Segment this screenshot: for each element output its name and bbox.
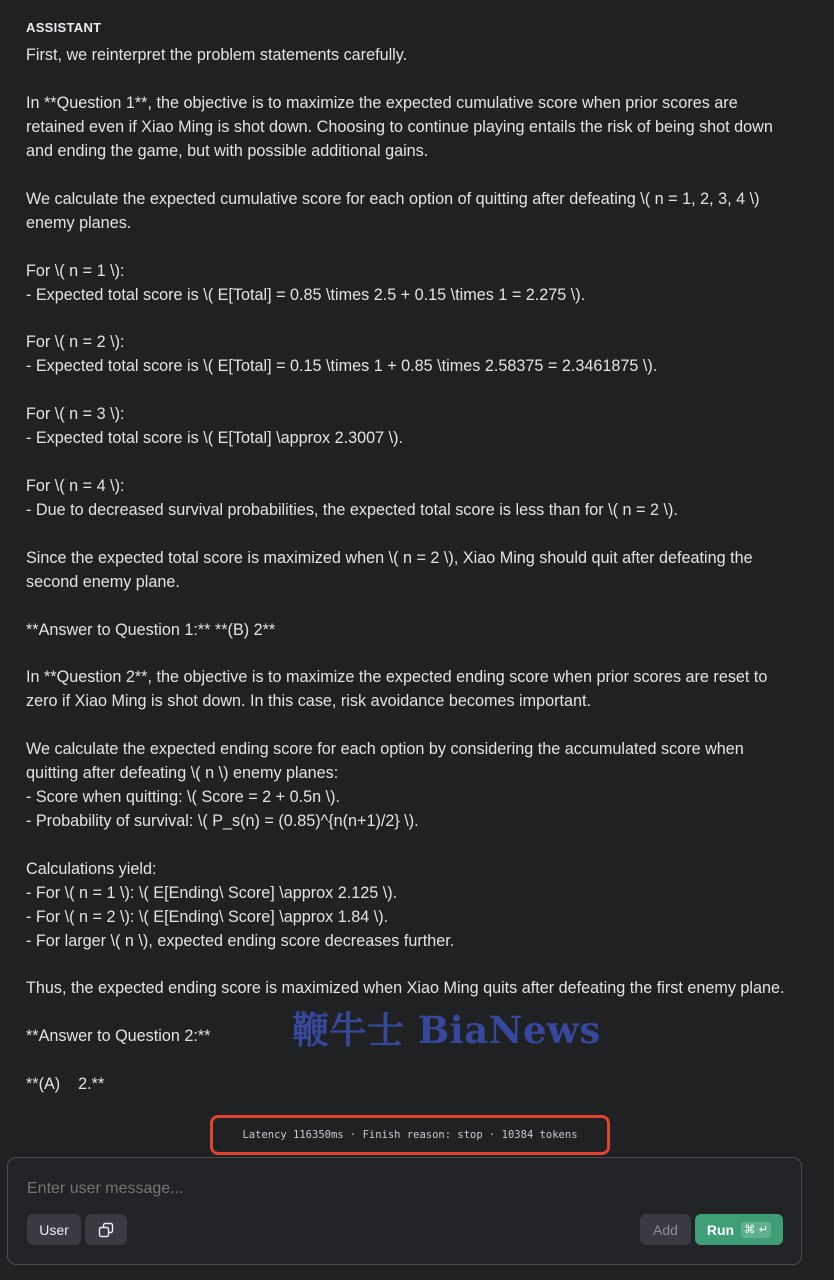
message-line: **Answer to Question 2:** [26, 1027, 211, 1045]
message-line: For \( n = 3 \): [26, 405, 125, 423]
message-line: Thus, the expected ending score is maximized when Xiao Ming quits after defeating the first enemy plane. [26, 979, 785, 997]
run-button[interactable] [695, 1214, 783, 1245]
message-line: In **Question 1**, the objective is to maximize the expected cumulative score when prior scores are [26, 94, 738, 112]
message-line: We calculate the expected cumulative score for each option of quitting after defeating \( n = 1, 2, 3, 4 \) [26, 190, 760, 208]
add-button[interactable]: Add [640, 1214, 691, 1245]
role-toggle-button[interactable]: User [27, 1214, 81, 1245]
message-line: **(A) 2.** [26, 1075, 105, 1093]
message-line: - Due to decreased survival probabilities, the expected total score is less than for \( n = 2 \). [26, 501, 678, 519]
message-composer [7, 1157, 802, 1265]
run-button-label: Run [706, 1221, 735, 1238]
message-line: - For \( n = 1 \): \( E[Ending\ Score] \approx 2.125 \). [26, 884, 398, 902]
message-line: - Probability of survival: \( P_s(n) = (0.85)^{n(n+1)/2} \). [26, 812, 419, 830]
message-line: For \( n = 1 \): [26, 262, 125, 280]
message-line: First, we reinterpret the problem statements carefully. [26, 46, 408, 64]
message-line: For \( n = 4 \): [26, 477, 125, 495]
message-line: quitting after defeating \( n \) enemy planes: [26, 764, 339, 782]
response-meta: Latency 116350ms · Finish reason: stop · 10384 tokens [242, 1129, 578, 1141]
message-line: second enemy plane. [26, 573, 180, 591]
message-line: zero if Xiao Ming is shot down. In this case, risk avoidance becomes important. [26, 692, 592, 710]
copy-icon [98, 1222, 114, 1238]
message-line: - Expected total score is \( E[Total] = 0.15 \times 1 + 0.85 \times 2.58375 = 2.3461875 \). [26, 357, 658, 375]
message-line: - Expected total score is \( E[Total] \approx 2.3007 \). [26, 429, 403, 447]
message-line: - For larger \( n \), expected ending score decreases further. [26, 932, 455, 950]
watermark-logo: 鞭牛士 BiaNews [292, 1008, 601, 1052]
message-line: retained even if Xiao Ming is shot down. Choosing to continue playing entails the risk of being shot down [26, 118, 773, 136]
message-line: We calculate the expected ending score for each option by considering the accumulated score when [26, 740, 744, 758]
message-line: enemy planes. [26, 214, 132, 232]
message-line: Since the expected total score is maximized when \( n = 2 \), Xiao Ming should quit after defeating the [26, 549, 753, 567]
keyboard-shortcut-badge: ⌘ ↵ [741, 1222, 771, 1238]
message-line: Calculations yield: [26, 860, 157, 878]
response-meta-highlight [210, 1115, 610, 1155]
message-line: In **Question 2**, the objective is to maximize the expected ending score when prior scores are reset to [26, 668, 768, 686]
message-line: For \( n = 2 \): [26, 333, 125, 351]
copy-button[interactable] [85, 1214, 127, 1245]
message-role-label: ASSISTANT [26, 20, 102, 35]
message-line: - Score when quitting: \( Score = 2 + 0.5n \). [26, 788, 341, 806]
message-line: **Answer to Question 1:** **(B) 2** [26, 621, 276, 639]
message-line: - Expected total score is \( E[Total] = 0.85 \times 2.5 + 0.15 \times 1 = 2.275 \). [26, 286, 586, 304]
message-line: - For \( n = 2 \): \( E[Ending\ Score] \approx 1.84 \). [26, 908, 389, 926]
user-message-input[interactable] [27, 1180, 767, 1198]
message-line: and ending the game, but with possible additional gains. [26, 142, 429, 160]
